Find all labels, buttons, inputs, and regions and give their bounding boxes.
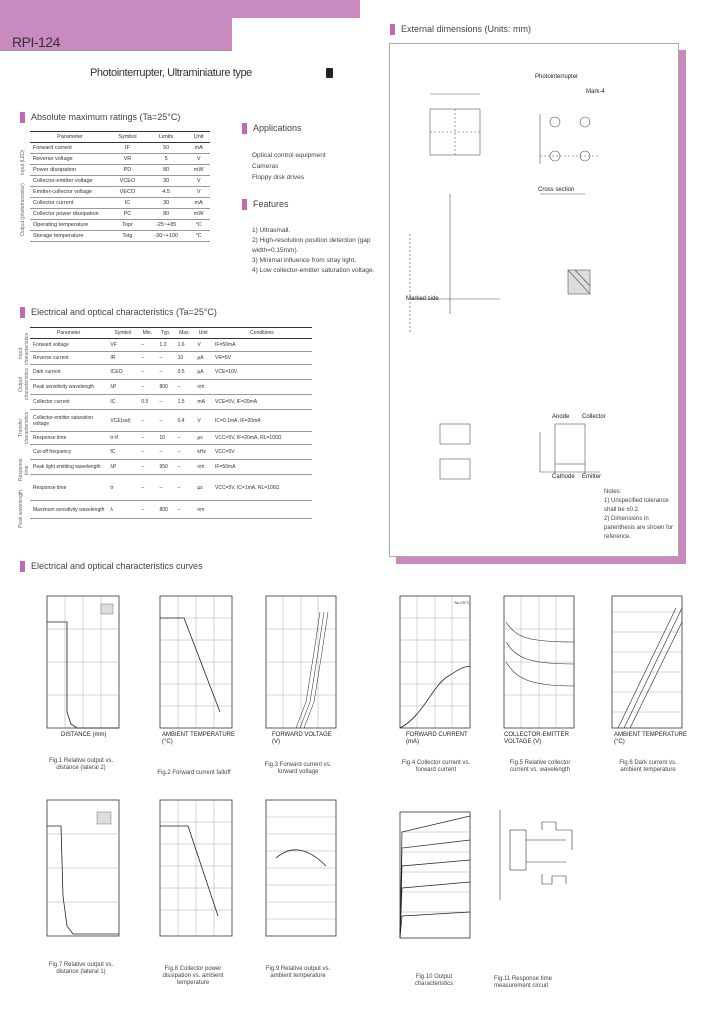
table-cell: –: [138, 445, 156, 460]
table-cell: Operating temperature: [30, 220, 110, 231]
col-header: Unit: [187, 132, 210, 143]
list-item: 3) Minimal influence from stray light.: [252, 257, 357, 264]
dim-label-emitter: Emitter: [582, 474, 602, 480]
table-cell: Collector power dissipation: [30, 209, 110, 220]
product-title: Photointerrupter, Ultraminiature type: [90, 67, 252, 79]
table-cell: mA: [187, 143, 210, 154]
fig3-caption: Fig.3 Forward current vs. forward voltage: [264, 762, 332, 775]
table-cell: –: [156, 352, 174, 365]
table-cell: 30: [145, 176, 187, 187]
table-cell: mW: [187, 165, 210, 176]
table-cell: nm: [194, 380, 212, 395]
fig4-legend: Ta=25°C: [454, 600, 470, 605]
abs-max-group-input: Input (LED): [20, 149, 26, 175]
eo-group-response: Response time: [18, 458, 30, 482]
table-cell: µA: [194, 365, 212, 380]
fig9-curve: [276, 850, 326, 866]
table-cell: VR=5V: [212, 352, 312, 365]
features-list: [252, 226, 378, 276]
eo-group-input: Input characteristics: [18, 333, 30, 365]
eo-table-title-text: Electrical and optical characteristics (Ta=25°C): [31, 307, 217, 317]
table-cell: PC: [110, 209, 145, 220]
table-cell: mA: [187, 198, 210, 209]
table-cell: nm: [194, 460, 212, 475]
table-cell: VCE=10V: [212, 365, 312, 380]
table-cell: tr: [107, 475, 138, 501]
table-cell: VCE=5V, IF=20mA: [212, 395, 312, 410]
table-cell: Collector current: [30, 395, 107, 410]
part-number: RPI-124: [12, 34, 60, 50]
chart-fig2-svg: [150, 592, 236, 742]
table-cell: Collector current: [30, 198, 110, 209]
list-item: 2) High-resolution position detection (gap width=0.15mm).: [252, 237, 371, 254]
dim-label-photointerrupter: Photointerrupter: [535, 74, 579, 80]
fig10-caption: Fig.10 Output characteristics: [414, 974, 454, 987]
chart-fig8: [150, 796, 236, 946]
fig10-curve: [400, 882, 470, 938]
table-cell: V: [194, 339, 212, 352]
abs-max-header-row: [30, 132, 210, 143]
fig3-curve: [296, 612, 320, 728]
table-row: [30, 220, 210, 231]
table-cell: –: [138, 365, 156, 380]
fig11-circuit: [496, 800, 586, 910]
table-row: [30, 380, 312, 395]
fig3-curve: [304, 612, 328, 728]
section-marker-icon: [390, 24, 395, 35]
dim-label-collector: Collector: [582, 414, 606, 420]
chart-fig9: [256, 796, 340, 946]
fig11-caption: Fig.11 Response time measurement circuit: [494, 976, 552, 989]
fig6-curve: [618, 608, 676, 728]
chart-fig1-svg: [37, 592, 125, 742]
fig6-curve: [624, 608, 682, 728]
table-cell: Tstg: [110, 231, 145, 242]
table-cell: –: [175, 475, 195, 501]
section-marker-icon: [242, 123, 247, 134]
chart-fig7: [37, 796, 125, 946]
table-row: [30, 460, 312, 475]
section-marker-icon: [20, 112, 25, 123]
table-cell: Forward voltage: [30, 339, 107, 352]
table-cell: IF=50mA: [212, 339, 312, 352]
list-item: 4) Low collector-emitter saturation voltage.: [252, 267, 375, 274]
header-band-right: [232, 0, 360, 18]
table-row: [30, 501, 312, 519]
table-row: [30, 176, 210, 187]
table-cell: –: [138, 432, 156, 445]
table-cell: IR: [107, 352, 138, 365]
table-cell: IF: [110, 143, 145, 154]
table-cell: V: [187, 187, 210, 198]
table-row: [30, 352, 312, 365]
table-cell: VCC=5V, IF=20mA, RL=100Ω: [212, 432, 312, 445]
table-cell: 10: [156, 432, 174, 445]
abs-max-table: [30, 131, 210, 242]
table-cell: V: [194, 410, 212, 432]
eo-group-transfer: Transfer characteristics: [18, 412, 30, 444]
table-cell: 0.4: [175, 410, 195, 432]
note-item: 2) Dimensions in parenthesis are shown for reference.: [604, 516, 674, 540]
table-cell: [212, 501, 312, 519]
table-row: [30, 410, 312, 432]
table-cell: 10: [175, 352, 195, 365]
table-cell: [212, 380, 312, 395]
table-cell: VCC=5V, IC=1mA, RL=100Ω: [212, 475, 312, 501]
abs-max-title: [20, 112, 180, 123]
chart-fig4-svg: [392, 592, 476, 742]
table-cell: –: [175, 460, 195, 475]
table-cell: PD: [110, 165, 145, 176]
list-item: Optical control equipment: [252, 152, 326, 159]
list-item: Floppy disk drives: [252, 174, 305, 181]
section-marker-icon: [20, 307, 25, 318]
table-cell: –: [138, 475, 156, 501]
fig5-curve: [506, 662, 574, 686]
table-row: [30, 432, 312, 445]
table-cell: 0.5: [138, 395, 156, 410]
fig2-curve: [160, 618, 220, 712]
dim-label-cathode: Cathode: [552, 474, 575, 480]
fig2-caption: Fig.2 Forward current falloff: [157, 770, 231, 776]
table-cell: –: [175, 380, 195, 395]
table-cell: λP: [107, 460, 138, 475]
table-cell: Power dissipation: [30, 165, 110, 176]
table-cell: Storage temperature: [30, 231, 110, 242]
table-cell: kHz: [194, 445, 212, 460]
table-cell: Cut-off frequency: [30, 445, 107, 460]
table-cell: Maximum sensitivity wavelength: [30, 501, 107, 519]
table-cell: 30: [145, 198, 187, 209]
col-header: Parameter: [30, 328, 107, 339]
table-cell: -25~+85: [145, 220, 187, 231]
table-cell: mW: [187, 209, 210, 220]
fig7-caption: Fig.7 Relative output vs. distance (lateral 1): [48, 962, 114, 975]
table-cell: λ: [107, 501, 138, 519]
table-cell: ICEO: [107, 365, 138, 380]
table-cell: Dark current: [30, 365, 107, 380]
table-cell: Response time: [30, 432, 107, 445]
fig3-curve: [300, 612, 324, 728]
table-cell: –: [138, 352, 156, 365]
table-row: [30, 165, 210, 176]
header-rule: [0, 50, 232, 51]
table-cell: 0.5: [175, 365, 195, 380]
table-cell: –: [156, 475, 174, 501]
fig9-caption: Fig.9 Relative output vs. ambient temperature: [265, 966, 331, 979]
section-marker-icon: [20, 561, 25, 572]
chart-fig8-svg: [150, 796, 236, 946]
eo-table: [30, 327, 312, 519]
table-cell: 1.3: [156, 339, 174, 352]
fig8-curve: [160, 826, 218, 916]
fig1-caption: Fig.1 Relative output vs. distance (lateral 2): [48, 758, 114, 771]
table-cell: 80: [145, 209, 187, 220]
chart-fig7-svg: [37, 796, 125, 946]
chart-fig5: [496, 592, 580, 745]
fig7-curve: [47, 826, 119, 934]
table-cell: tr·tf: [107, 432, 138, 445]
applications-list: [252, 150, 326, 183]
table-cell: 1.6: [175, 339, 195, 352]
table-cell: –: [156, 445, 174, 460]
dimensions-title: [390, 24, 531, 35]
table-cell: Forward current: [30, 143, 110, 154]
table-cell: –: [138, 410, 156, 432]
chart-fig3-svg: [256, 592, 340, 742]
dim-label-cross-section: Cross section: [538, 187, 575, 193]
chart-fig6: [604, 592, 688, 745]
table-cell: µs: [194, 432, 212, 445]
table-cell: –: [138, 460, 156, 475]
table-cell: VR: [110, 154, 145, 165]
table-cell: Emitter-collector voltage: [30, 187, 110, 198]
table-cell: λP: [107, 380, 138, 395]
table-cell: Reverse current: [30, 352, 107, 365]
table-cell: 50: [145, 143, 187, 154]
col-header: Symbol: [110, 132, 145, 143]
table-cell: 5: [145, 154, 187, 165]
col-header: Typ.: [156, 328, 174, 339]
fig1-xlabel: DISTANCE (mm): [61, 732, 107, 738]
table-row: [30, 198, 210, 209]
curves-title-text: Electrical and optical characteristics curves: [31, 561, 203, 571]
table-cell: 1.5: [175, 395, 195, 410]
dimension-notes: [604, 488, 676, 542]
chart-fig2: [150, 592, 236, 745]
applications-title: [242, 123, 302, 134]
table-cell: Collector-emitter saturation voltage: [30, 410, 107, 432]
chart-fig10-svg: [392, 808, 476, 948]
table-cell: Topr: [110, 220, 145, 231]
fig3-xlabel: FORWARD VOLTAGE (V): [272, 732, 332, 745]
table-cell: –: [175, 445, 195, 460]
col-header: Limits: [145, 132, 187, 143]
table-cell: VCEO: [110, 176, 145, 187]
fig6-xlabel: AMBIENT TEMPERATURE (°C): [614, 732, 688, 745]
eo-group-output: Output characteristics: [18, 368, 30, 400]
table-row: [30, 395, 312, 410]
table-cell: –: [156, 410, 174, 432]
table-cell: VF: [107, 339, 138, 352]
fig4-xlabel: FORWARD CURRENT (mA): [406, 732, 468, 745]
table-row: [30, 154, 210, 165]
table-cell: IC: [107, 395, 138, 410]
dim-label-marked-side: Marked side: [406, 296, 439, 302]
chart-fig1: [37, 592, 125, 742]
fig10-curve: [400, 816, 470, 938]
eo-table-title: [20, 307, 217, 318]
table-cell: 800: [156, 501, 174, 519]
col-header: Min.: [138, 328, 156, 339]
fig5-curve: [506, 642, 574, 664]
table-cell: VCC=5V: [212, 445, 312, 460]
chart-fig9-svg: [256, 796, 340, 946]
table-cell: –: [156, 395, 174, 410]
table-cell: V: [187, 176, 210, 187]
table-row: [30, 187, 210, 198]
notes-title: Notes:: [604, 489, 622, 495]
eo-header-row: [30, 328, 312, 339]
table-cell: –: [175, 432, 195, 445]
note-item: 1) Unspecified tolerance shall be ±0.2.: [604, 498, 669, 513]
table-row: [30, 475, 312, 501]
table-cell: 80: [145, 165, 187, 176]
section-marker-icon: [242, 199, 247, 210]
curves-title: [20, 561, 203, 572]
features-title-text: Features: [253, 199, 289, 209]
dimensions-title-text: External dimensions (Units: mm): [401, 24, 532, 34]
table-row: [30, 231, 210, 242]
table-cell: µA: [194, 352, 212, 365]
table-row: [30, 143, 210, 154]
applications-title-text: Applications: [253, 123, 302, 133]
features-title: [242, 199, 289, 210]
table-cell: °C: [187, 231, 210, 242]
col-header: Max.: [175, 328, 195, 339]
dimensions-panel: [389, 43, 679, 557]
fig4-caption: Fig.4 Collector current vs. forward current: [401, 760, 471, 773]
table-cell: mA: [194, 395, 212, 410]
table-cell: -30~+100: [145, 231, 187, 242]
chart-fig10: [392, 808, 476, 948]
dim-label-mark: Mark-4: [586, 89, 605, 95]
table-cell: –: [138, 339, 156, 352]
fig8-caption: Fig.8 Collector power dissipation vs. ambient temperature: [162, 966, 224, 986]
table-cell: Peak sensitivity wavelength: [30, 380, 107, 395]
table-cell: IF=50mA: [212, 460, 312, 475]
table-cell: –: [138, 501, 156, 519]
table-cell: –: [138, 380, 156, 395]
fig10-curve: [400, 912, 470, 938]
chart-fig3: [256, 592, 340, 745]
col-header: Parameter: [30, 132, 110, 143]
table-cell: µs: [194, 475, 212, 501]
col-header: Conditions: [212, 328, 312, 339]
col-header: Unit: [194, 328, 212, 339]
dim-label-anode: Anode: [552, 414, 570, 420]
fig10-curve: [400, 840, 470, 938]
product-photo: [326, 68, 333, 78]
fig11-svg: [496, 800, 586, 910]
fig5-caption: Fig.5 Relative collector current vs. wavelength: [509, 760, 571, 773]
chart-fig5-svg: [496, 592, 580, 742]
table-cell: fC: [107, 445, 138, 460]
chart-fig4: [392, 592, 476, 745]
abs-max-group-output: Output (phototransistor): [20, 183, 26, 237]
table-cell: –: [156, 365, 174, 380]
fig10-curve: [400, 860, 470, 938]
table-cell: VCE(sat): [107, 410, 138, 432]
fig5-curve: [506, 622, 574, 642]
table-cell: Reverse voltage: [30, 154, 110, 165]
fig2-xlabel: AMBIENT TEMPERATURE (°C): [162, 732, 236, 745]
table-cell: Response time: [30, 475, 107, 501]
table-row: [30, 339, 312, 352]
table-cell: V: [187, 154, 210, 165]
list-item: 1) Ultrasmall.: [252, 227, 291, 234]
table-cell: –: [175, 501, 195, 519]
table-row: [30, 365, 312, 380]
table-row: [30, 209, 210, 220]
chart-fig6-svg: [604, 592, 688, 742]
fig6-caption: Fig.6 Dark current vs. ambient temperature: [619, 760, 677, 773]
col-header: Symbol: [107, 328, 138, 339]
table-cell: IC: [110, 198, 145, 209]
table-cell: IC=0.1mA, IF=20mA: [212, 410, 312, 432]
table-row: [30, 445, 312, 460]
table-cell: Collector-emitter voltage: [30, 176, 110, 187]
table-cell: °C: [187, 220, 210, 231]
table-cell: VECO: [110, 187, 145, 198]
list-item: Cameras: [252, 163, 279, 170]
abs-max-title-text: Absolute maximum ratings (Ta=25°C): [31, 112, 181, 122]
table-cell: Peak light emitting wavelength: [30, 460, 107, 475]
table-cell: nm: [194, 501, 212, 519]
table-cell: 800: [156, 380, 174, 395]
table-cell: 4.5: [145, 187, 187, 198]
fig5-xlabel: COLLECTOR-EMITTER VOLTAGE (V): [504, 732, 569, 745]
eo-group-peak: Peak wavelength: [18, 489, 24, 529]
table-cell: 950: [156, 460, 174, 475]
